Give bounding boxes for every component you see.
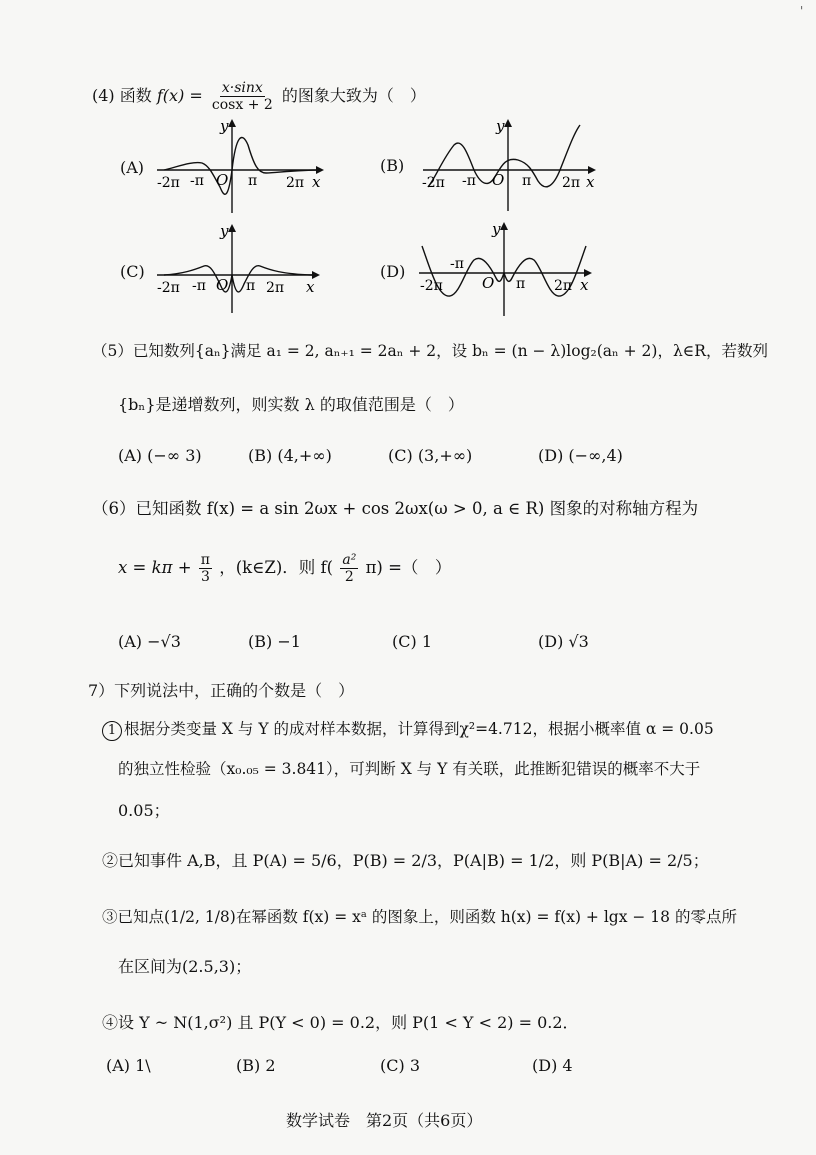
- q6-frac-1: [199, 552, 212, 585]
- q4-prefix: 函数: [119, 86, 152, 105]
- q6-frac2-den: 2: [344, 569, 354, 585]
- graph-b-tick-pi: π: [522, 173, 532, 189]
- graph-b-origin: O: [492, 171, 505, 189]
- graph-a-tick-2pi: 2π: [286, 175, 305, 191]
- q7-option-c[interactable]: (C) 3: [380, 1056, 420, 1075]
- q6-formula-a: x = kπ +: [118, 558, 192, 577]
- q4-fraction: [210, 80, 275, 113]
- q4-suffix: 的图象大致为（ ）: [281, 86, 426, 105]
- graph-d-x-label: x: [580, 276, 589, 294]
- graph-d-label: (D): [380, 262, 406, 281]
- question-6-line-2: [118, 552, 451, 585]
- graph-a-label: (A): [120, 158, 145, 177]
- q7-statement-4: ④设 Y ~ N(1,σ²) 且 P(Y < 0) = 0.2，则 P(1 < Y < 2) = 0.2．: [102, 1013, 579, 1032]
- graph-b-label: (B): [380, 156, 405, 175]
- question-7-stem: 7）下列说法中，正确的个数是（ ）: [88, 681, 355, 700]
- q6-option-d[interactable]: (D) √3: [538, 632, 589, 651]
- q7-statement-1-line-3: 0.05；: [118, 801, 170, 820]
- graph-a-y-label: y: [220, 117, 229, 135]
- graph-d-tick-2pi: 2π: [554, 278, 573, 294]
- q7-statement-1-line-1: [102, 718, 714, 741]
- graph-c-tick-pi: π: [246, 278, 256, 294]
- q5-option-d[interactable]: (D) (−∞,4): [538, 446, 623, 465]
- q6-frac2-num: a²: [342, 552, 357, 568]
- q6-option-c[interactable]: (C) 1: [392, 632, 432, 651]
- q5-option-c[interactable]: (C) (3,+∞): [388, 446, 473, 465]
- q5-option-a[interactable]: (A) (−∞ 3): [118, 446, 202, 465]
- question-6-line-1: （6）已知函数 f(x) = a sin 2ωx + cos 2ωx(ω > 0, a ∈ R) 图象的对称轴方程为: [92, 499, 699, 518]
- graph-c-label: (C): [120, 262, 145, 281]
- graph-a-tick-negpi: -π: [190, 173, 204, 189]
- question-4-stem: [92, 80, 426, 113]
- graph-c-x-label: x: [306, 278, 315, 296]
- graph-d-tick-negpi: -π: [450, 256, 464, 272]
- graph-c-origin: O: [216, 276, 229, 294]
- graph-a-tick-pi: π: [248, 173, 258, 189]
- q6-frac-2: [340, 552, 358, 585]
- page-footer: 数学试卷 第2页（共6页）: [286, 1111, 483, 1130]
- graph-c-tick-2pi: 2π: [266, 280, 285, 296]
- graph-b-tick-2pi: 2π: [562, 175, 581, 191]
- q6-option-a[interactable]: (A) −√3: [118, 632, 181, 651]
- q7-option-a[interactable]: (A) 1\: [106, 1056, 151, 1075]
- q6-frac1-num: π: [200, 552, 210, 568]
- q6-formula-b: ，(k∈Z)．则 f(: [219, 558, 334, 577]
- graph-c-tick-neg2pi: -2π: [157, 280, 180, 296]
- q6-frac1-den: 3: [200, 569, 210, 585]
- question-5-line-1: （5）已知数列{aₙ}满足 a₁ = 2, aₙ₊₁ = 2aₙ + 2，设 bₙ = (n − λ)log₂(aₙ + 2)，λ∈R，若数列: [92, 342, 768, 360]
- corner-mark: ': [800, 4, 804, 18]
- q4-frac-den: cosx + 2: [211, 97, 273, 113]
- graph-a-origin: O: [216, 171, 229, 189]
- graph-b: [418, 115, 603, 215]
- q7-statement-2: ②已知事件 A,B，且 P(A) = 5/6，P(B) = 2/3，P(A|B) = 1/2，则 P(B|A) = 2/5；: [102, 851, 709, 870]
- q7-statement-3-line-2: 在区间为(2.5,3)；: [118, 957, 252, 976]
- q4-func: f(x) =: [156, 86, 203, 105]
- graph-a-x-label: x: [312, 173, 321, 191]
- question-5-line-2: {bₙ}是递增数列，则实数 λ 的取值范围是（ ）: [118, 395, 464, 414]
- graph-a-tick-neg2pi: -2π: [157, 175, 180, 191]
- q5-option-b[interactable]: (B) (4,+∞): [248, 446, 332, 465]
- graph-c: [152, 220, 327, 315]
- q6-formula-c: π) =（ ）: [365, 558, 452, 577]
- graph-c-y-label: y: [220, 222, 229, 240]
- graph-c-tick-negpi: -π: [192, 278, 206, 294]
- graph-d-tick-neg2pi: -2π: [420, 278, 443, 294]
- q6-option-b[interactable]: (B) −1: [248, 632, 301, 651]
- graph-b-tick-negpi: -π: [462, 173, 476, 189]
- graph-d-y-label: y: [492, 220, 501, 238]
- graph-b-x-label: x: [586, 173, 595, 191]
- graph-d-tick-pi: π: [516, 276, 526, 292]
- q7-option-b[interactable]: (B) 2: [236, 1056, 276, 1075]
- q4-frac-num: x·sinx: [221, 80, 263, 96]
- q7-statement-3-line-1: ③已知点(1/2, 1/8)在幂函数 f(x) = xᵃ 的图象上，则函数 h(x) = f(x) + lgx − 18 的零点所: [102, 908, 737, 926]
- q7-statement-1-line-2: 的独立性检验（x₀.₀₅ = 3.841），可判断 X 与 Y 有关联，此推断犯错误的概率不大于: [118, 760, 701, 778]
- graph-b-y-label: y: [496, 117, 505, 135]
- q7-option-d[interactable]: (D) 4: [532, 1056, 573, 1075]
- graph-b-tick-neg2pi: -2π: [422, 175, 445, 191]
- graph-d-origin: O: [482, 274, 495, 292]
- q4-number: (4): [92, 86, 115, 105]
- circled-one-icon: 1: [102, 721, 122, 741]
- graph-a: [152, 115, 332, 215]
- q7-s1-text: 根据分类变量 X 与 Y 的成对样本数据，计算得到χ²=4.712，根据小概率值 α = 0.05: [124, 720, 714, 738]
- graph-d: [414, 218, 599, 318]
